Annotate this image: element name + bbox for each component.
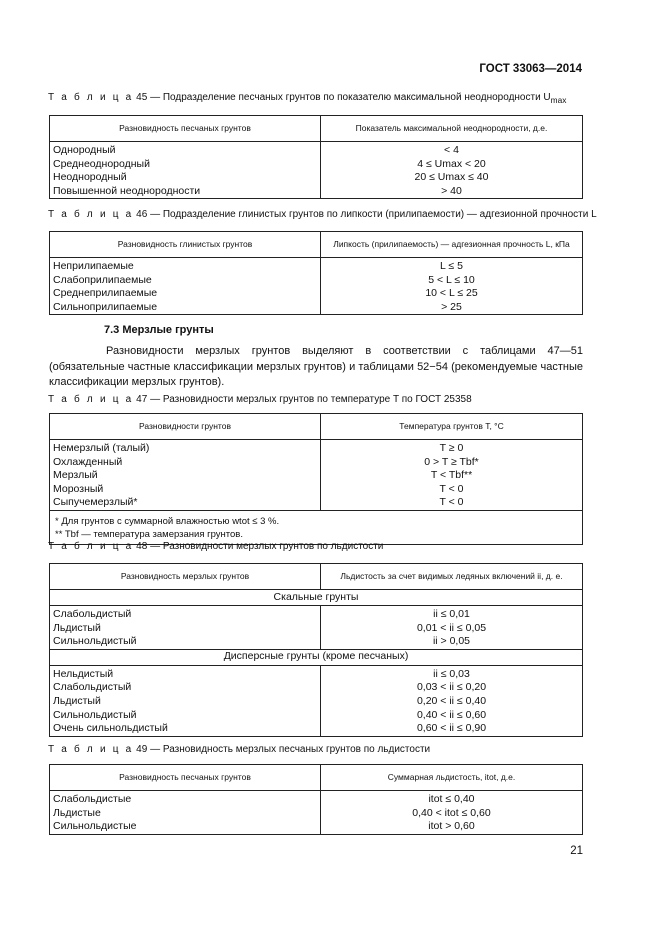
row-value: 0,60 < ii ≤ 0,90: [321, 722, 583, 736]
table48-caption-prefix: Т а б л и ц а: [48, 541, 134, 552]
row-value: < 4: [321, 142, 583, 158]
row-name: Немерзлый (талый): [50, 440, 321, 456]
table-row: [50, 301, 583, 315]
row-value: T < Tbf**: [321, 469, 583, 483]
section-paragraph: Разновидности мерзлых грунтов выделяют в соответствии с таблицами 47—51 (обязательные частные классификации мерзлых грунтов) и таблицами 52−54 (рекомендуемые частные классификации мерзлых грунтов).: [49, 345, 583, 388]
row-name: Неоднородный: [50, 171, 321, 185]
table45-col2: Показатель максимальной неоднородности, д.е.: [321, 116, 583, 142]
table-row: [50, 606, 583, 622]
table47-caption-prefix: Т а б л и ц а: [48, 394, 134, 405]
table-row: [50, 695, 583, 709]
table47-notes-cell: [50, 510, 583, 544]
table-row: [50, 709, 583, 723]
table47: [49, 413, 583, 545]
row-name: Сильнольдистый: [50, 709, 321, 723]
table-row: [50, 483, 583, 497]
row-name: Сильнольдистый: [50, 635, 321, 649]
row-name: Сыпучемерзлый*: [50, 496, 321, 510]
table-notes: [50, 510, 583, 544]
table46-caption-prefix: Т а б л и ц а: [48, 209, 134, 220]
table47-caption: [48, 394, 472, 405]
table45-caption-sub: max: [550, 95, 567, 105]
table-row: [50, 622, 583, 636]
standard-number: ГОСТ 33063—2014: [479, 63, 582, 75]
table45: [49, 115, 583, 199]
table49-caption: [48, 744, 430, 755]
page-number: 21: [570, 845, 583, 857]
table46-caption-text: 46 — Подразделение глинистых грунтов по липкости (прилипаемости) — адгезионной прочности L: [136, 209, 597, 220]
row-name: Льдистые: [50, 807, 321, 821]
table48-group-rock: Скальные грунты: [50, 590, 583, 606]
row-value: 5 < L ≤ 10: [321, 274, 583, 288]
table-row: [50, 171, 583, 185]
row-value: T < 0: [321, 496, 583, 510]
row-value: ii ≤ 0,03: [321, 665, 583, 681]
table48-col1: Разновидность мерзлых грунтов: [50, 564, 321, 590]
row-name: Льдистый: [50, 695, 321, 709]
table47-col1: Разновидности грунтов: [50, 414, 321, 440]
row-value: ii > 0,05: [321, 635, 583, 649]
row-value: T ≥ 0: [321, 440, 583, 456]
row-name: Морозный: [50, 483, 321, 497]
table47-note-2: ** Tbf — температура замерзания грунтов.: [55, 528, 243, 540]
table-row: [50, 665, 583, 681]
row-name: Льдистый: [50, 622, 321, 636]
table45-col1: Разновидность песчаных грунтов: [50, 116, 321, 142]
row-name: Очень сильнольдистый: [50, 722, 321, 736]
table-row: [50, 496, 583, 510]
table-row: [50, 469, 583, 483]
table49-caption-text: 49 — Разновидность мерзлых песчаных грунтов по льдистости: [136, 744, 431, 755]
table-row: [50, 807, 583, 821]
row-value: 0,40 < ii ≤ 0,60: [321, 709, 583, 723]
row-value: > 25: [321, 301, 583, 315]
row-name: Среднеприлипаемые: [50, 287, 321, 301]
table48-caption: [48, 541, 383, 552]
table47-note-1: * Для грунтов с суммарной влажностью wtot ≤ 3 %.: [55, 515, 280, 527]
table-row: [50, 722, 583, 736]
table45-caption: [48, 92, 566, 105]
table46-caption: [48, 209, 597, 220]
row-value: itot > 0,60: [321, 820, 583, 834]
section-heading: 7.3 Мерзлые грунты: [104, 324, 214, 336]
row-value: 4 ≤ Umax < 20: [321, 158, 583, 172]
row-name: Слабольдистые: [50, 791, 321, 807]
table-row: [50, 440, 583, 456]
row-name: Слабольдистый: [50, 681, 321, 695]
table46: [49, 231, 583, 315]
table-row: [50, 158, 583, 172]
table49-col1: Разновидность песчаных грунтов: [50, 765, 321, 791]
row-value: T < 0: [321, 483, 583, 497]
table47-caption-text: 47 — Разновидности мерзлых грунтов по температуре T по ГОСТ 25358: [136, 394, 472, 405]
table-row: [50, 274, 583, 288]
row-value: 0,03 < ii ≤ 0,20: [321, 681, 583, 695]
table48-col2: Льдистость за счет видимых ледяных включений ii, д. е.: [321, 564, 583, 590]
row-name: Слабоприлипаемые: [50, 274, 321, 288]
table-row: [50, 185, 583, 199]
table49-caption-prefix: Т а б л и ц а: [48, 744, 134, 755]
table46-col1: Разновидность глинистых грунтов: [50, 232, 321, 258]
table47-col2: Температура грунтов T, °C: [321, 414, 583, 440]
row-value: > 40: [321, 185, 583, 199]
row-value: ii ≤ 0,01: [321, 606, 583, 622]
table-row: [50, 142, 583, 158]
table48: [49, 563, 583, 737]
table49-col2: Суммарная льдистость, itot, д.е.: [321, 765, 583, 791]
table45-caption-text: 45 — Подразделение песчаных грунтов по показателю максимальной неоднородности U: [136, 92, 551, 103]
table-row: [50, 635, 583, 649]
table48-group-dispersed: Дисперсные грунты (кроме песчаных): [50, 649, 583, 665]
table49: [49, 764, 583, 835]
table46-col2: Липкость (прилипаемость) — адгезионная прочность L, кПа: [321, 232, 583, 258]
table-row: [50, 681, 583, 695]
row-name: Охлажденный: [50, 456, 321, 470]
row-value: L ≤ 5: [321, 258, 583, 274]
row-name: Неприлипаемые: [50, 258, 321, 274]
table-row: [50, 258, 583, 274]
row-value: 0,40 < itot ≤ 0,60: [321, 807, 583, 821]
row-name: Среднеоднородный: [50, 158, 321, 172]
table48-caption-text: 48 — Разновидности мерзлых грунтов по льдистости: [136, 541, 384, 552]
row-name: Слабольдистый: [50, 606, 321, 622]
table-row: [50, 791, 583, 807]
table-row: [50, 456, 583, 470]
table45-caption-prefix: Т а б л и ц а: [48, 92, 134, 103]
row-value: 20 ≤ Umax ≤ 40: [321, 171, 583, 185]
row-value: itot ≤ 0,40: [321, 791, 583, 807]
row-name: Однородный: [50, 142, 321, 158]
row-name: Повышенной неоднородности: [50, 185, 321, 199]
row-value: 0 > T ≥ Tbf*: [321, 456, 583, 470]
row-value: 0,01 < ii ≤ 0,05: [321, 622, 583, 636]
row-value: 10 < L ≤ 25: [321, 287, 583, 301]
row-name: Мерзлый: [50, 469, 321, 483]
table-row: [50, 287, 583, 301]
row-name: Сильноприлипаемые: [50, 301, 321, 315]
table-row: [50, 820, 583, 834]
row-name: Сильнольдистые: [50, 820, 321, 834]
row-name: Нельдистый: [50, 665, 321, 681]
row-value: 0,20 < ii ≤ 0,40: [321, 695, 583, 709]
